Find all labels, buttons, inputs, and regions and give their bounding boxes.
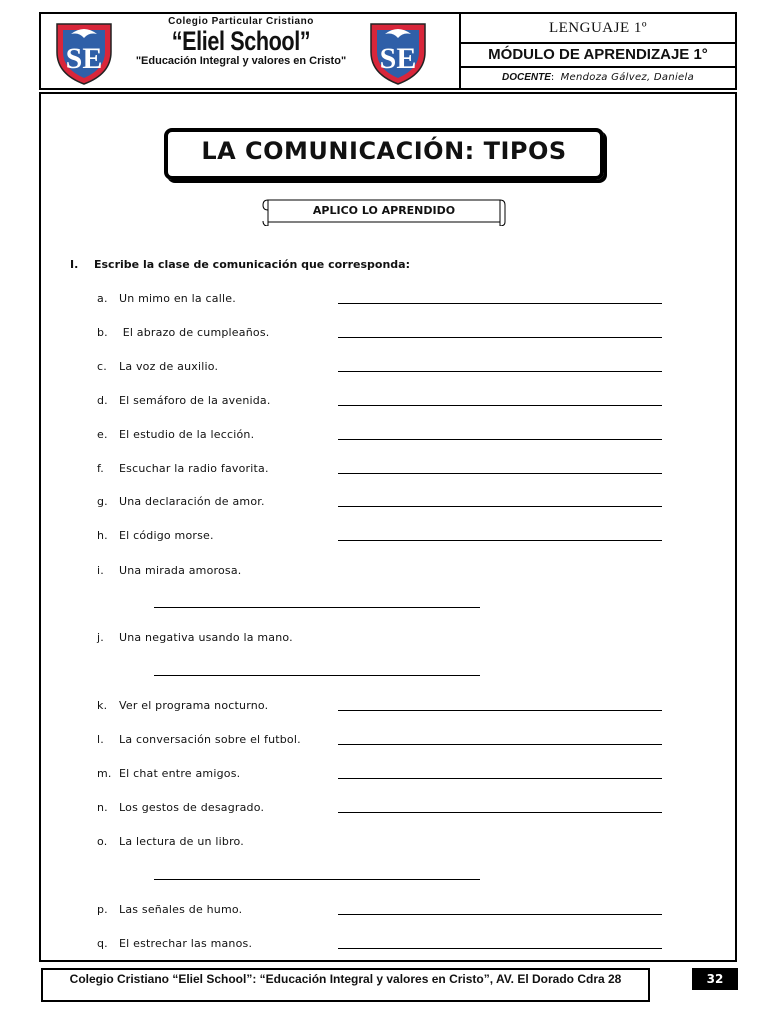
list-item [97,326,269,339]
item-letter: k. [97,699,108,712]
item-letter: f. [97,462,104,475]
section-heading [70,258,410,271]
item-letter: b. [97,326,108,339]
item-letter: a. [97,292,108,305]
course-info [461,14,735,88]
item-letter: h. [97,529,108,542]
item-letter: i. [97,564,104,577]
item-letter: n. [97,801,108,814]
item-letter: g. [97,495,108,508]
scroll-label: APLICO LO APRENDIDO [312,204,456,217]
item-text: Un mimo en la calle. [119,292,236,305]
list-item [97,394,271,407]
list-item [97,699,268,712]
item-text: Los gestos de desagrado. [119,801,265,814]
answer-line[interactable] [338,405,662,406]
module-label: MÓDULO DE APRENDIZAJE 1° [461,44,735,68]
item-text: Escuchar la radio favorita. [119,462,269,475]
item-letter: j. [97,631,104,644]
list-item [97,495,265,508]
answer-line[interactable] [338,303,662,304]
item-text: El abrazo de cumpleaños. [119,326,270,339]
item-letter: c. [97,360,107,373]
scroll-banner [262,196,506,226]
item-text: Las señales de humo. [119,903,243,916]
answer-line[interactable] [338,439,662,440]
item-letter: o. [97,835,108,848]
list-item [97,835,244,848]
item-letter: l. [97,733,104,746]
school-shield-icon [367,18,429,86]
teacher-name: Mendoza Gálvez, Daniela [560,72,694,83]
item-text: El chat entre amigos. [119,767,241,780]
item-letter: p. [97,903,108,916]
answer-line[interactable] [338,540,662,541]
item-text: La conversación sobre el futbol. [119,733,301,746]
list-item [97,801,264,814]
item-text: El estudio de la lección. [119,428,255,441]
answer-line[interactable] [154,879,480,880]
school-title-block [121,16,361,67]
answer-line[interactable] [338,744,662,745]
item-letter: d. [97,394,108,407]
worksheet-title: LA COMUNICACIÓN: TIPOS [201,137,567,165]
item-text: El semáforo de la avenida. [119,394,271,407]
subject-label: LENGUAJE 1º [461,14,735,44]
school-name: “Eliel School” [171,26,311,56]
answer-line[interactable] [338,506,662,507]
teacher-row: DOCENTE: Mendoza Gálvez, Daniela [501,72,694,83]
worksheet-title-box [164,128,604,180]
list-item [97,564,241,577]
school-shield-icon [53,18,115,86]
school-type-text: Colegio Particular Cristiano [168,16,314,27]
section-number: I. [70,258,79,271]
answer-line[interactable] [338,710,662,711]
list-item [97,462,269,475]
item-text: El código morse. [119,529,214,542]
item-letter: q. [97,937,108,950]
page-header [39,12,737,90]
school-motto: "Educación Integral y valores en Cristo" [135,55,347,67]
item-text: Una negativa usando la mano. [119,631,293,644]
answer-line[interactable] [154,607,480,608]
list-item [97,529,214,542]
school-banner [41,14,461,88]
item-text: Una declaración de amor. [119,495,265,508]
list-item [97,360,218,373]
list-item [97,903,242,916]
list-item [97,292,236,305]
answer-line[interactable] [338,812,662,813]
page-footer: Colegio Cristiano “Eliel School”: “Educación Integral y valores en Cristo”, AV. El Dorado Cdra 28 [41,968,650,1002]
item-letter: m. [97,767,112,780]
answer-line[interactable] [338,914,662,915]
list-item [97,428,254,441]
list-item [97,631,293,644]
svg-text:SE: SE [379,42,417,75]
item-text: La voz de auxilio. [119,360,219,373]
teacher-label: DOCENTE [501,72,551,83]
item-text: El estrechar las manos. [119,937,253,950]
answer-line[interactable] [338,473,662,474]
answer-line[interactable] [154,675,480,676]
list-item [97,733,301,746]
svg-text:SE: SE [65,42,103,75]
item-text: Ver el programa nocturno. [119,699,269,712]
answer-line[interactable] [338,778,662,779]
answer-line[interactable] [338,371,662,372]
item-text: La lectura de un libro. [119,835,244,848]
answer-line[interactable] [338,948,662,949]
answer-line[interactable] [338,337,662,338]
list-item [97,767,240,780]
section-instruction: Escribe la clase de comunicación que corresponda: [94,258,410,271]
page-number: 32 [692,968,738,990]
item-text: Una mirada amorosa. [119,564,242,577]
item-letter: e. [97,428,108,441]
list-item [97,937,252,950]
